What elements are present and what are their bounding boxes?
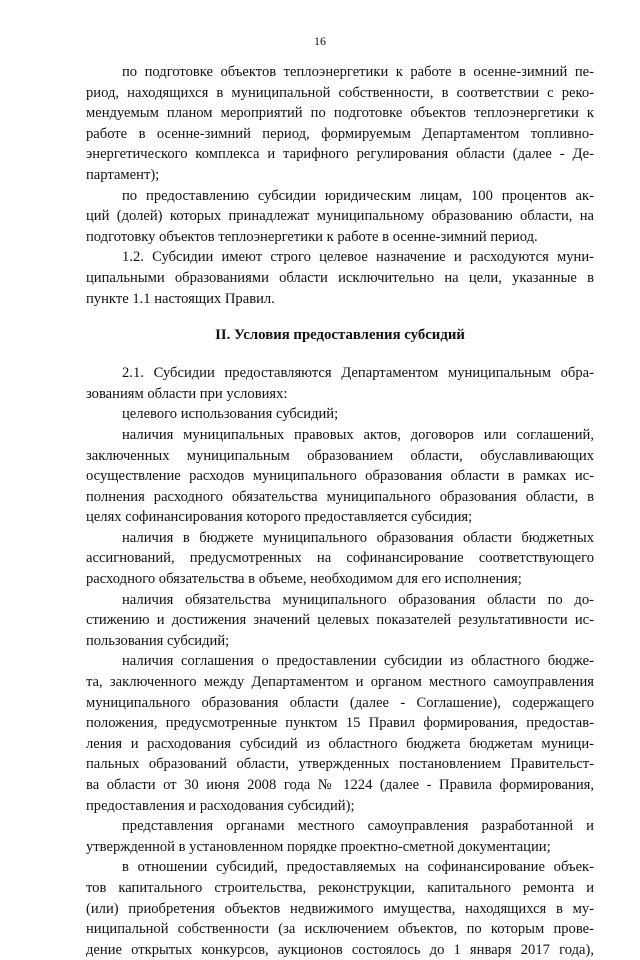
text-line: положения, предусмотренные пунктом 15 Правил формирования, предостав- [86,715,594,732]
text-line: стижению и достижения значений целевых показателей результативности ис- [86,612,594,629]
text-line: наличия в бюджете муниципального образования области бюджетных [122,529,594,546]
text-line: подготовку объектов теплоэнергетики к работе в осенне-зимний период. [86,228,538,245]
text-line: представления органами местного самоуправления разработанной и [122,818,594,835]
text-line: энергетического комплекса и тарифного регулирования области (далее - Де- [86,146,594,163]
text-line: пальных образований области, утвержденных постановлением Правительст- [86,756,594,773]
paragraphs-section-2 [86,363,594,960]
text-line: дение открытых конкурсов, аукционов состоялось до 1 января 2017 года), [86,941,594,958]
text-line: мендуемым планом мероприятий по подготовке объектов теплоэнергетики к [86,105,594,122]
text-line: зованиям области при условиях: [86,385,288,402]
text-line: целевого использования субсидий; [122,406,339,423]
text-line: партамент); [86,166,160,183]
text-line: наличия соглашения о предоставлении субсидии из областного бюдже- [122,653,594,670]
text-line: муниципального образования области (далее - Соглашение), содержащего [86,694,594,711]
paragraphs-section-1 [86,62,594,309]
text-line: ций (долей) которых принадлежат муниципальному образованию области, на [86,208,594,225]
text-line: ципальными образованиями области исключительно на цели, указанные в [86,269,594,286]
text-line: пункте 1.1 настоящих Правил. [86,290,275,307]
text-line: заключенных муниципальным образованием области, обуславливающих [86,447,594,464]
text-line: работе в осенне-зимний период, формируемым Департаментом топливно- [86,125,594,142]
text-line: по предоставлению субсидии юридическим лицам, 100 процентов ак- [122,187,594,204]
section-heading: II. Условия предоставления субсидий [215,327,465,344]
text-line: по подготовке объектов теплоэнергетики к работе в осенне-зимний пе- [122,64,594,80]
text-line: (или) приобретения объектов недвижимого имущества, находящихся в му- [86,900,594,917]
text-line: 1.2. Субсидии имеют строго целевое назначение и расходуются муни- [122,249,594,266]
text-line: ления и расходования субсидий из областного бюджета бюджетам муници- [86,735,594,752]
text-line: ассигнований, предусмотренных на софинансирование соответствующего [86,550,594,567]
text-line: ниципальной собственности (за исключением объектов, по которым прове- [86,921,594,938]
text-line: осуществление расходов муниципального образования области в рамках ис- [86,468,594,485]
text-line: целях софинансирования которого предоставляется субсидия; [86,509,473,526]
text-line: та, заключенного между Департаментом и органом местного самоуправления [86,674,594,691]
document-body [86,62,594,960]
page-number: 16 [314,34,326,48]
text-line: наличия обязательства муниципального образования области по до- [122,591,594,608]
text-line: пользования субсидий; [86,632,230,649]
text-line: риод, находящихся в муниципальной собственности, в соответствии с реко- [86,84,594,101]
text-line: предоставления и расходования субсидий); [86,797,355,814]
text-line: в отношении субсидий, предоставляемых на софинансирование объек- [122,859,594,876]
text-line: утвержденной в установленном порядке проектно-сметной документации; [86,838,551,855]
text-line: ва области от 30 июня 2008 года № 1224 (далее - Правила формирования, [86,777,594,793]
text-line: полнения расходного обязательства муниципального образования области, в [86,488,594,505]
text-line: 2.1. Субсидии предоставляются Департаментом муниципальным обра- [122,365,594,382]
text-line: тов капитального строительства, реконструкции, капитального ремонта и [86,879,594,896]
text-line: расходного обязательства в объеме, необходимом для его исполнения; [86,571,522,588]
text-line: наличия муниципальных правовых актов, договоров или соглашений, [122,426,594,443]
